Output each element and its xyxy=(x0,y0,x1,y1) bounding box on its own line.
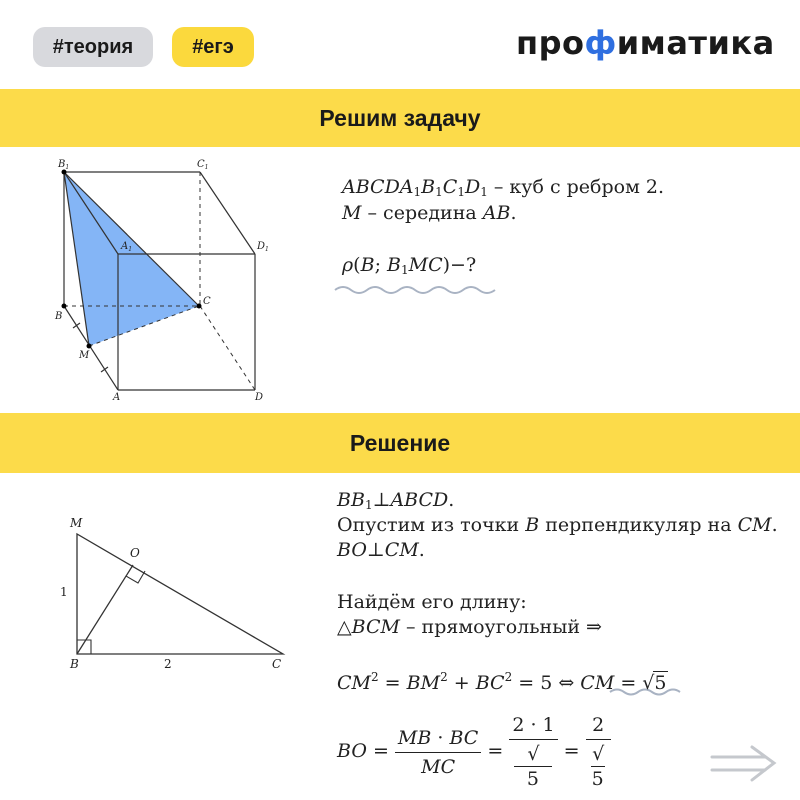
label-a: A xyxy=(113,392,121,403)
tri-label-m: M xyxy=(70,516,83,530)
solution-title: Решение xyxy=(349,429,451,456)
task-midpoint-text: – середина xyxy=(367,202,477,224)
wavy-underline xyxy=(335,287,495,293)
solution-right-triangle: △BCM – прямоугольный ⇒ xyxy=(337,616,602,638)
label-b: B xyxy=(55,311,63,322)
tri-side-mb: 1 xyxy=(60,585,68,599)
find-length-text: Найдём его длину: xyxy=(337,591,527,613)
tri-side-bc: 2 xyxy=(164,657,172,671)
label-d1: $D_1$ xyxy=(257,241,269,253)
point-c xyxy=(197,304,202,309)
solution-find-length xyxy=(337,590,527,615)
tri-label-o: O xyxy=(130,546,140,560)
solution-line-drop: Опустим из точки B перпендикуляр на CM. xyxy=(337,514,778,536)
brand-suffix: иматика xyxy=(616,24,775,62)
task-line-midpoint: M – середина AB. xyxy=(342,202,517,224)
label-a1: $A_1$ xyxy=(121,241,133,253)
task-title: Решим задачу xyxy=(319,104,481,131)
label-d: D xyxy=(255,392,264,403)
solution-line-perp: $BB_1\perp ABCD$. xyxy=(337,489,455,512)
solution-cm-equation: $CM^2 = BM^2 + BC^2 = 5$ ⇔ CM = √5 xyxy=(337,670,667,694)
label-b1: $B_1$ xyxy=(58,159,70,171)
solution-line-bo: BO⊥CM. xyxy=(337,539,425,561)
right-triangle-text: – прямоугольный ⇒ xyxy=(405,616,602,638)
label-m: M xyxy=(79,350,90,361)
task-line-cube: $ABCDA_1B_1C_1D_1$ – куб с ребром 2. xyxy=(342,176,665,199)
point-m xyxy=(87,344,92,349)
solution-drop-text-a: Опустим из точки xyxy=(337,514,520,536)
tri-label-c: C xyxy=(272,657,282,671)
brand-prefix: про xyxy=(516,24,585,62)
next-arrow-icon[interactable] xyxy=(712,747,774,780)
label-c1: $C_1$ xyxy=(197,159,209,171)
task-question: ρ(B; $B_1MC)-$? xyxy=(342,254,477,277)
brand-accent: ф xyxy=(584,24,617,62)
label-c: C xyxy=(203,296,211,307)
tri-label-b: B xyxy=(70,657,79,671)
solution-bo-equation: BO = $\frac{MB \cdot BC}{MC}$ = 2 · 1 √ 5 = 2 √ 5 xyxy=(337,713,611,791)
task-cube-text: – куб с ребром 2. xyxy=(493,176,665,198)
tag-ege-label: #егэ xyxy=(192,35,234,58)
solution-drop-text-b: перпендикуляр на xyxy=(545,514,732,536)
triangle-figure xyxy=(60,516,283,671)
section-plane xyxy=(64,172,199,346)
tag-theory-label: #теория xyxy=(52,35,134,58)
point-b xyxy=(62,304,67,309)
